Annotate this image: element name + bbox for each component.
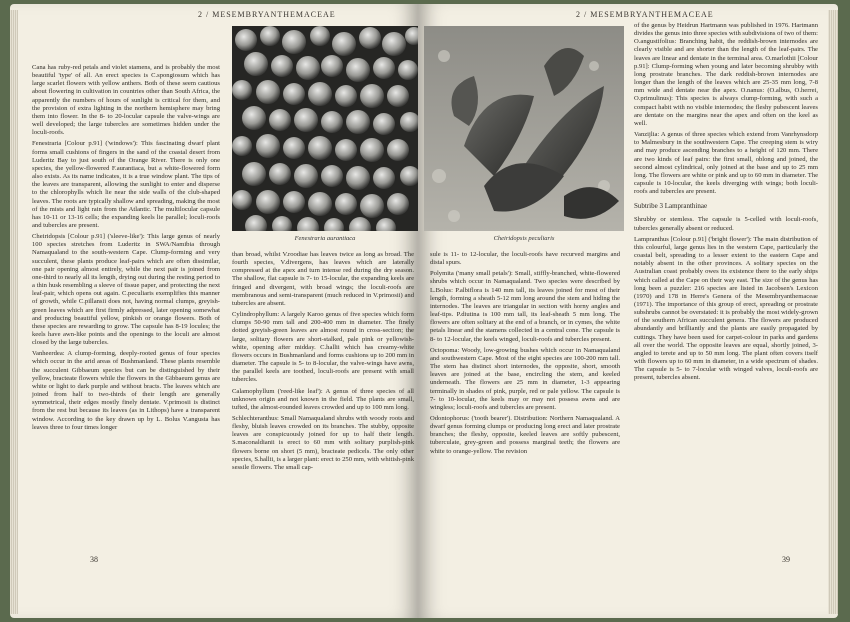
page-number-left: 38 [90,555,98,564]
paragraph: Calamophyllum ('reed-like leaf'): A genus of three species of all unknown origin and not known in the field. The plants are small, tufted, the almost-rounded leaves crowded and up to 100 mm long. [232,387,414,411]
paragraph: Vanheerdea: A clump-forming, deeply-rooted genus of four species which occur in the arid areas of Bushmanland. These plants resemble the succulent Gibbaeum species but can be distinguished by their yellow, bracteate flowers while the flowers in the Gibbaeum genus are white or light to dark purple and without bracts. The leaves which are joined from half to two-thirds of their length are generally symmetrical, their edges mostly finely dentate. V.primosii is distinct from the rest but because its leaves (as in Lithops) have a transparent window. According to the key drawn up by L. Bolus V.angusta has leaves three to four times longer [32,350,220,431]
left-column-1 [32,64,220,435]
paragraph: Polymita ('many small petals'): Small, stiffly-branched, white-flowered shrubs which occur in Namaqualand. Two species were described by L.Bolus: P.albiflora is 140 mm tall, its leaves joined for most of their length, forming a sheath 5-12 mm long around the stem and hiding the internodes. The leaves are triangular in section with horny angles and leaf-tips. P.diutina is 100 mm tall, its leaf-sheath 5 mm long. The flowers are often solitary at the end of a branch, or in cymes, the white petals linear and the stamens collected in a central cone. The capsule is 8- to 12-locular, the keels winged, loculi-roofs and tubercles present. [430,270,620,343]
paragraph: Fenestraria [Colour p.91] ('windows'): This fascinating dwarf plant forms small cushions of fingers in the sand of the coastal desert from Luderitz Bay to just south of the Orange River. There is only one species, the yellow-flowered F.aurantiaca, but a white-flowered form also exists. As its name indicates, it is a true window plant. The tips of the leaves are transparent, allowing the sunlight to enter and disperse to the chlorophylls which lie near the side walls of the club-shaped leaves. The roots are typically shallow and spreading, making the most of the mists and light rain from the Atlantic. The multilocular capsule has 10-11 or 13-16 cells; the expanding keels lie parallel; loculi-roofs and tubercles are present. [32,140,220,229]
photo-caption-left: Fenestraria aurantiaca [294,235,356,242]
right-column-1 [430,251,620,459]
running-head-right: 2 / MESEMBRYANTHEMACEAE [576,10,714,19]
plant-photo-graphic [424,26,624,231]
running-head-left: 2 / MESEMBRYANTHEMACEAE [198,10,336,19]
paragraph: of the genus by Heidrun Hartmann was published in 1976. Hartmann divides the genus into three species with subdivisions of two of them: O.angustifolius: Branching habit, the reddish-brown internodes are clearly visible and are shorter than the length of the leaf-pairs. The leaves are linear and dentate in the terminal area. O.marlothii [Colour p.91]: Clump-forming when young and later becoming shrubby with long prostrate branches. The dark reddish-brown internodes are longer than the length of the leaves which are 25-35 mm long, 7-8 mm wide and dentate near the apex. O.nanus: (O.albus, O.herrei, O.primulinus): This species is always clump-forming, with such a compact habit with no visible internodes; the fleshy pubescent leaves are dentate on the margins near the apex and often on the keel as well. [634,22,818,127]
photo-fenestraria [232,26,418,231]
pebble-photo-graphic [232,26,418,231]
left-column-2 [232,251,414,475]
paragraph: Octopoma: Woody, low-growing bushes which occur in Namaqualand and southwestern Cape. Most of the eight species are 100-200 mm tall. The stem has distinct short internodes, the opposite, short, smooth leaves are joined at the base, encircling the stem, and keeled underneath. The flowers are 25 mm in diameter, 1-3 appearing terminally in shades of pink, purple, red or pale yellow. The capsule is 7- to 10-locular, the keels may or may not possess awns and are wingless; loculi-roofs and tubercles are present. [430,346,620,411]
open-book [4,4,846,618]
paragraph: Cylindrophyllum: A largely Karoo genus of five species which form clumps 50-90 mm tall and 200-400 mm in diameter. The finely dotted greyish-green leaves are almost round in cross-section; the large, solitary flowers are short-stalked, pale pink or yellowish-white, opening after midday. C.hallii which has creamy-white flowers occurs in Bushmanland and forms cushions up to 200 mm in diameter. The capsule is 5- to 8-locular, the valve-wings have awns, the parallel keels are toothed, loculi-roofs are present with small tubercles. [232,311,414,384]
subtribe-heading: Subtribe 3 Lampranthinae [634,202,708,211]
page-edge-left [10,10,18,614]
paragraph: Cana has ruby-red petals and violet stamens, and is probably the most beautiful 'type' of all. An erect species is C.spongiosum which has large scarlet flowers with yellow anthers. Both of these seem cautious about flowering in cultivation in countries other than South Africa, the apparently the numbers of hours of sunlight is critical for them, and the provision of extra lighting in the northern hemisphere may bring them into flower. In the 8- to 20-locular capsule the valve-wings are well developed; the large tubercles are sometimes hidden under the loculi-roofs. [32,64,220,137]
right-column-2 [634,22,818,386]
paragraph: sule is 11- to 12-locular, the loculi-roofs have recurved margins and distal spurs. [430,251,620,267]
right-page [418,4,838,618]
page-edge-right [828,10,838,614]
paragraph: Cheiridopsis [Colour p.91] ('sleeve-like'): This large genus of nearly 100 species stretches from Luderitz in SWA/Namibia through Namaqualand to the south-western Cape. Clump-forming and very succulent, these plants produce leaf-pairs which are often dissimilar, one pair opening almost entirely, while the next pair is joined from one-third to nearly all its length, drying out during the resting period to a thin husk resembling a sleeve of tissue paper, and protecting the next leaf-pair, which opens out again. C.peculiaris exemplifies this manner of growth, while C.pillansii does not, having normal clumps, greyish-green leaves which are first firmly adpressed, later opening somewhat and producing beautiful yellow, pinkish or orange flowers. Both of these species are rewarding to grow. The capsule has 8-19 locules; the keels have awn-like points and the openings to the loculi are almost closed by the large tubercles. [32,233,220,347]
page-number-right: 39 [782,555,790,564]
paragraph: Schlechteranthus: Small Namaqualand shrubs with woody roots and fleshy, bluish leaves crowded on its branches. The stubby, opposite leaves are conspicuously joined for up to half their length. S.maconaldianii is erect to 60 mm with solitary purplish-pink flowers borne on short (5 mm), bracteate pedicels. The only other species, S.hallii, is a larger plant: erect to 250 mm, with whitish-pink sessile flowers. The small cap- [232,414,414,471]
photo-caption-right: Cheiridopsis peculiaris [493,235,555,242]
paragraph: Shrubby or stemless. The capsule is 5-celled with loculi-roofs, tubercles generally absent or reduced. [634,216,818,232]
paragraph: than broad, whilst V.roodiae has leaves twice as long as broad. The fourth species, V.divergens, has leaves which are laterally compressed at the apex and turn intense red during the dry season. The shallow, flat capsule is 7- to 15-locular, the expanding keels are fringed and divergent, with broad wings; the loculi-roofs are membranous and semi-transparent (much reduced in V.primosii) and tubercles are absent. [232,251,414,307]
photo-cheiridopsis [424,26,624,231]
paragraph: Vanzijlia: A genus of three species which extend from Vanrhynsdorp to Malmesbury in the southwestern Cape. The creeping stem is wiry and may produce ascending branches to a height of 120 mm. There are two kinds of leaf pairs: the first small, oblong and joined, the second almost cylindrical, only joined at the base and up to 25 mm long. The flowers are white or pink and up to 60 mm in diameter. The capsule is 10-locular, the keels diverging with wings; both loculi-roofs and tubercles are present. [634,131,818,196]
left-page [10,4,418,618]
paragraph: Odontophorus: ('tooth bearer'). Distribution: Northern Namaqualand. A dwarf genus forming clumps or producing long erect and later prostrate branches; the fleshy, opposite, keeled leaves are softly pubescent, tuberculate, grey-green and possess marginal teeth; the flowers are white to orange-yellow. The revision [430,414,620,455]
paragraph: Lampranthus [Colour p.91] ('bright flower'): The main distribution of this colourful, large genus lies in the western Cape, particularly the coastal belt, spreading to a lesser extent to the eastern Cape and notably absent in the other provinces. A solitary species on the Australian coast probably owes its existence there to the early ships which called at the Cape on their way east. The size of the genus has long been a puzzler: 216 species are listed in Jacobsen's Lexicon (1970) and 178 in Herre's Genera of the Mesembryanthemaceae (1971). The importance of this group of erect, spreading or prostrate subshrubs cannot be overstated: it is probably the most widely-grown of the southern African succulent genera. The flowers are produced abundantly and brilliantly and the plants are easily propagated by cuttings. They have been used for carpet-colour in parks and gardens all over the world. The opposite leaves are equal, shortly joined, 3-angled to terete and up to 50 mm long. The plant often covers itself with flowers up to 60 mm in diameter, in a wide spectrum of shades. The capsule is 5- to 7-locular with winged valves, loculi-roofs are present, tubercles absent. [634,235,818,382]
